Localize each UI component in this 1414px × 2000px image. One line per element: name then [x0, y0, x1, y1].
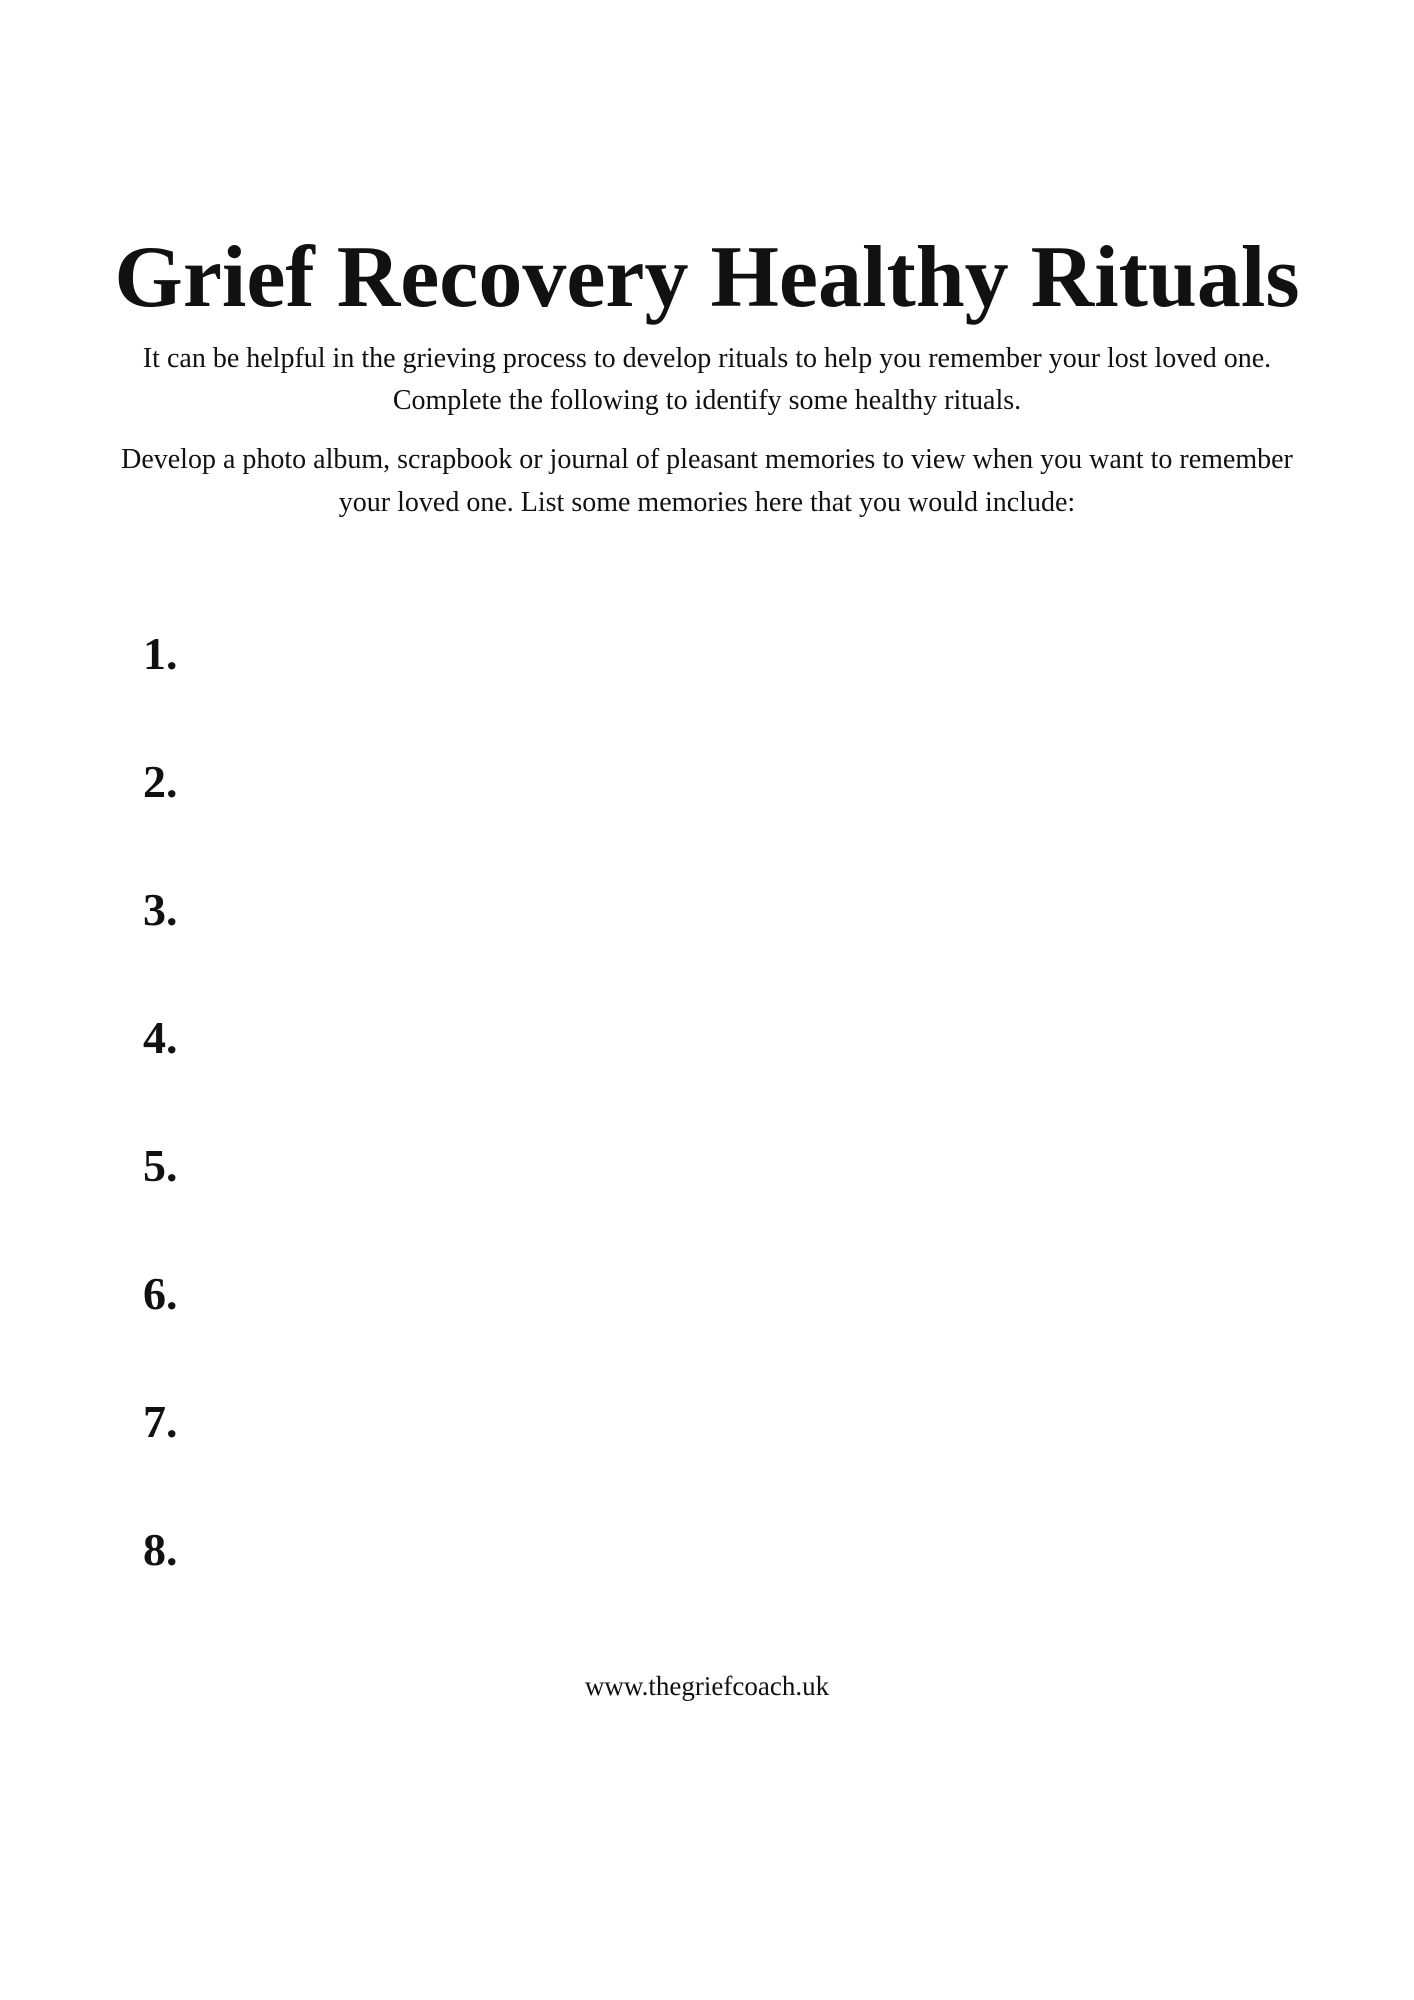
list-item: 3.: [143, 884, 178, 935]
intro-text: It can be helpful in the grieving process to develop rituals to help you remember your lost loved one. Complete the following to identify some healthy rituals.: [142, 343, 1272, 416]
list-item: 4.: [143, 1012, 178, 1063]
list-item: 8.: [143, 1524, 178, 1575]
list-item: 6.: [143, 1268, 178, 1319]
instruction-text: Develop a photo album, scrapbook or journal of pleasant memories to view when you want to remember your loved one. List some memories here that you would include:: [121, 444, 1293, 518]
list-item: 5.: [143, 1140, 178, 1191]
list-item: 2.: [143, 756, 178, 807]
memory-list: [143, 624, 178, 1648]
page-title: Grief Recovery Healthy Rituals: [114, 229, 1300, 326]
list-item: 7.: [143, 1396, 178, 1447]
footer-website: www.thegriefcoach.uk: [584, 1671, 830, 1701]
list-item: 1.: [143, 628, 178, 679]
